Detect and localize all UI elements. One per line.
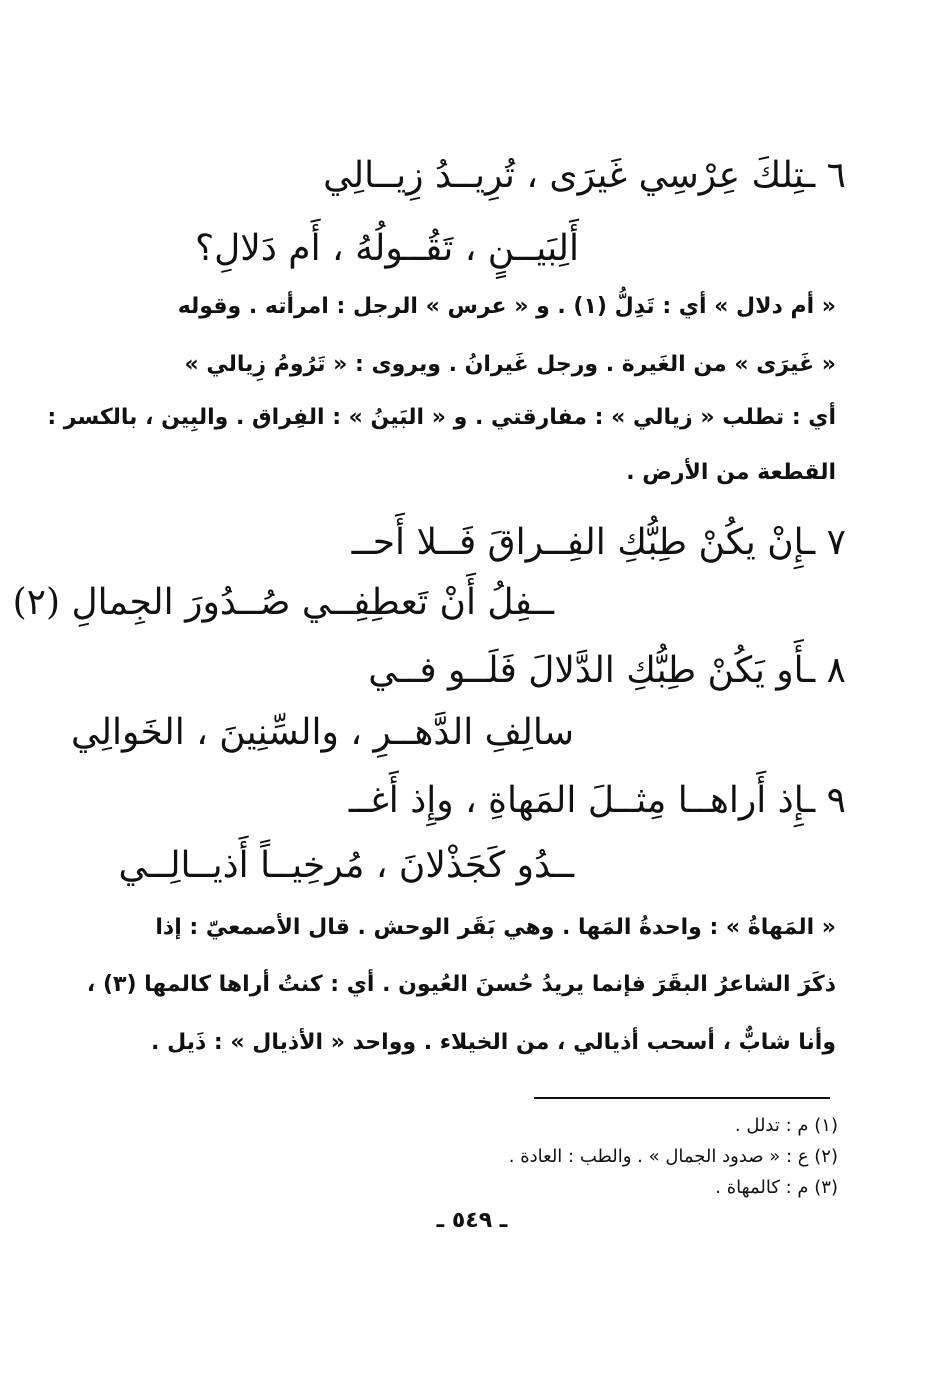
footnote-3: (٣) م : كالمهاة . (715, 1177, 838, 1198)
verse-8-second-hemistich: سالِفِ الدَّهــرِ ، والسِّنِينَ ، الخَوالِي (70, 712, 574, 753)
verse-8-first-hemistich: ٨ ـأَو يَكُنْ طِبُّكِ الدَّلالَ فَلَــو فــي (368, 650, 846, 691)
verse-9-first-hemistich: ٩ ـإِذ أَراهــا مِثــلَ المَهاةِ ، وإِذ أَغــ (348, 780, 846, 821)
verse-8-first-text: أَو يَكُنْ طِبُّكِ الدَّلالَ فَلَــو فــي (368, 650, 805, 691)
verse-7-first-hemistich: ٧ ـإِنْ يكُنْ طِبُّكِ الفِــراقَ فَــلا أَحــ (351, 522, 846, 563)
commentary-line: أي : تطلب « زيالي » : مفارقتي . و « البَينُ » : الفِراق . والبِين ، بالكسر : (47, 405, 836, 430)
footnote-2: (٢) ع : « صدود الجمال » . والطب : العادة . (508, 1146, 838, 1167)
commentary-line: ذكَرَ الشاعرُ البقَرَ فإنما يريدُ حُسنَ العُيون . أي : كنتُ أراها كالمها (٣) ، (86, 972, 836, 997)
commentary-line: « المَهاةُ » : واحدةُ المَها . وهي بَقَر الوحش . قال الأصمعيّ : إذا (155, 915, 836, 940)
verse-9-number: ٩ (826, 780, 846, 821)
verse-9-second-hemistich: ــدُو كَجَذْلانَ ، مُرخِيــاً أَذيــالِــي (118, 845, 574, 886)
verse-6-second-hemistich: أَلِبَيــنٍ ، تَقُــولُهُ ، أَم دَلالِ؟ (195, 228, 579, 269)
footnote-divider (534, 1097, 830, 1099)
commentary-line: « غَيرَى » من الغَيرة . ورجل غَيرانُ . ويروى : « تَرُومُ زِيالي » (184, 352, 836, 377)
commentary-line: وأنا شابٌّ ، أسحب أذيالي ، من الخيلاء . وواحد « الأذيال » : ذَيل . (151, 1030, 836, 1055)
verse-7-first-text: إِنْ يكُنْ طِبُّكِ الفِــراقَ فَــلا أَحــ (351, 522, 805, 563)
verse-6-number: ٦ (826, 155, 846, 196)
footnote-1: (١) م : تدلل . (734, 1115, 838, 1136)
verse-6-first-hemistich: ٦ ـتِلكَ عِرْسِي غَيرَى ، تُرِيــدُ زِيــالِي (323, 155, 846, 196)
verse-7-second-hemistich: ــفِلُ أَنْ تَعطِفِــي صُــدُورَ الجِمالِ (٢) (12, 582, 554, 623)
verse-7-number: ٧ (826, 522, 846, 563)
page-number: ـ ٥٤٩ ـ (436, 1208, 508, 1233)
verse-9-first-text: إِذ أَراهــا مِثــلَ المَهاةِ ، وإِذ أَغــ (348, 780, 805, 821)
commentary-line: القطعة من الأرض . (626, 460, 836, 485)
verse-6-first-text: تِلكَ عِرْسِي غَيرَى ، تُرِيــدُ زِيــالِي (323, 155, 805, 196)
verse-8-number: ٨ (826, 650, 846, 691)
commentary-line: « أم دلال » أي : تَدِلُّ (١) . و « عرس » الرجل : امرأته . وقوله (177, 294, 836, 319)
